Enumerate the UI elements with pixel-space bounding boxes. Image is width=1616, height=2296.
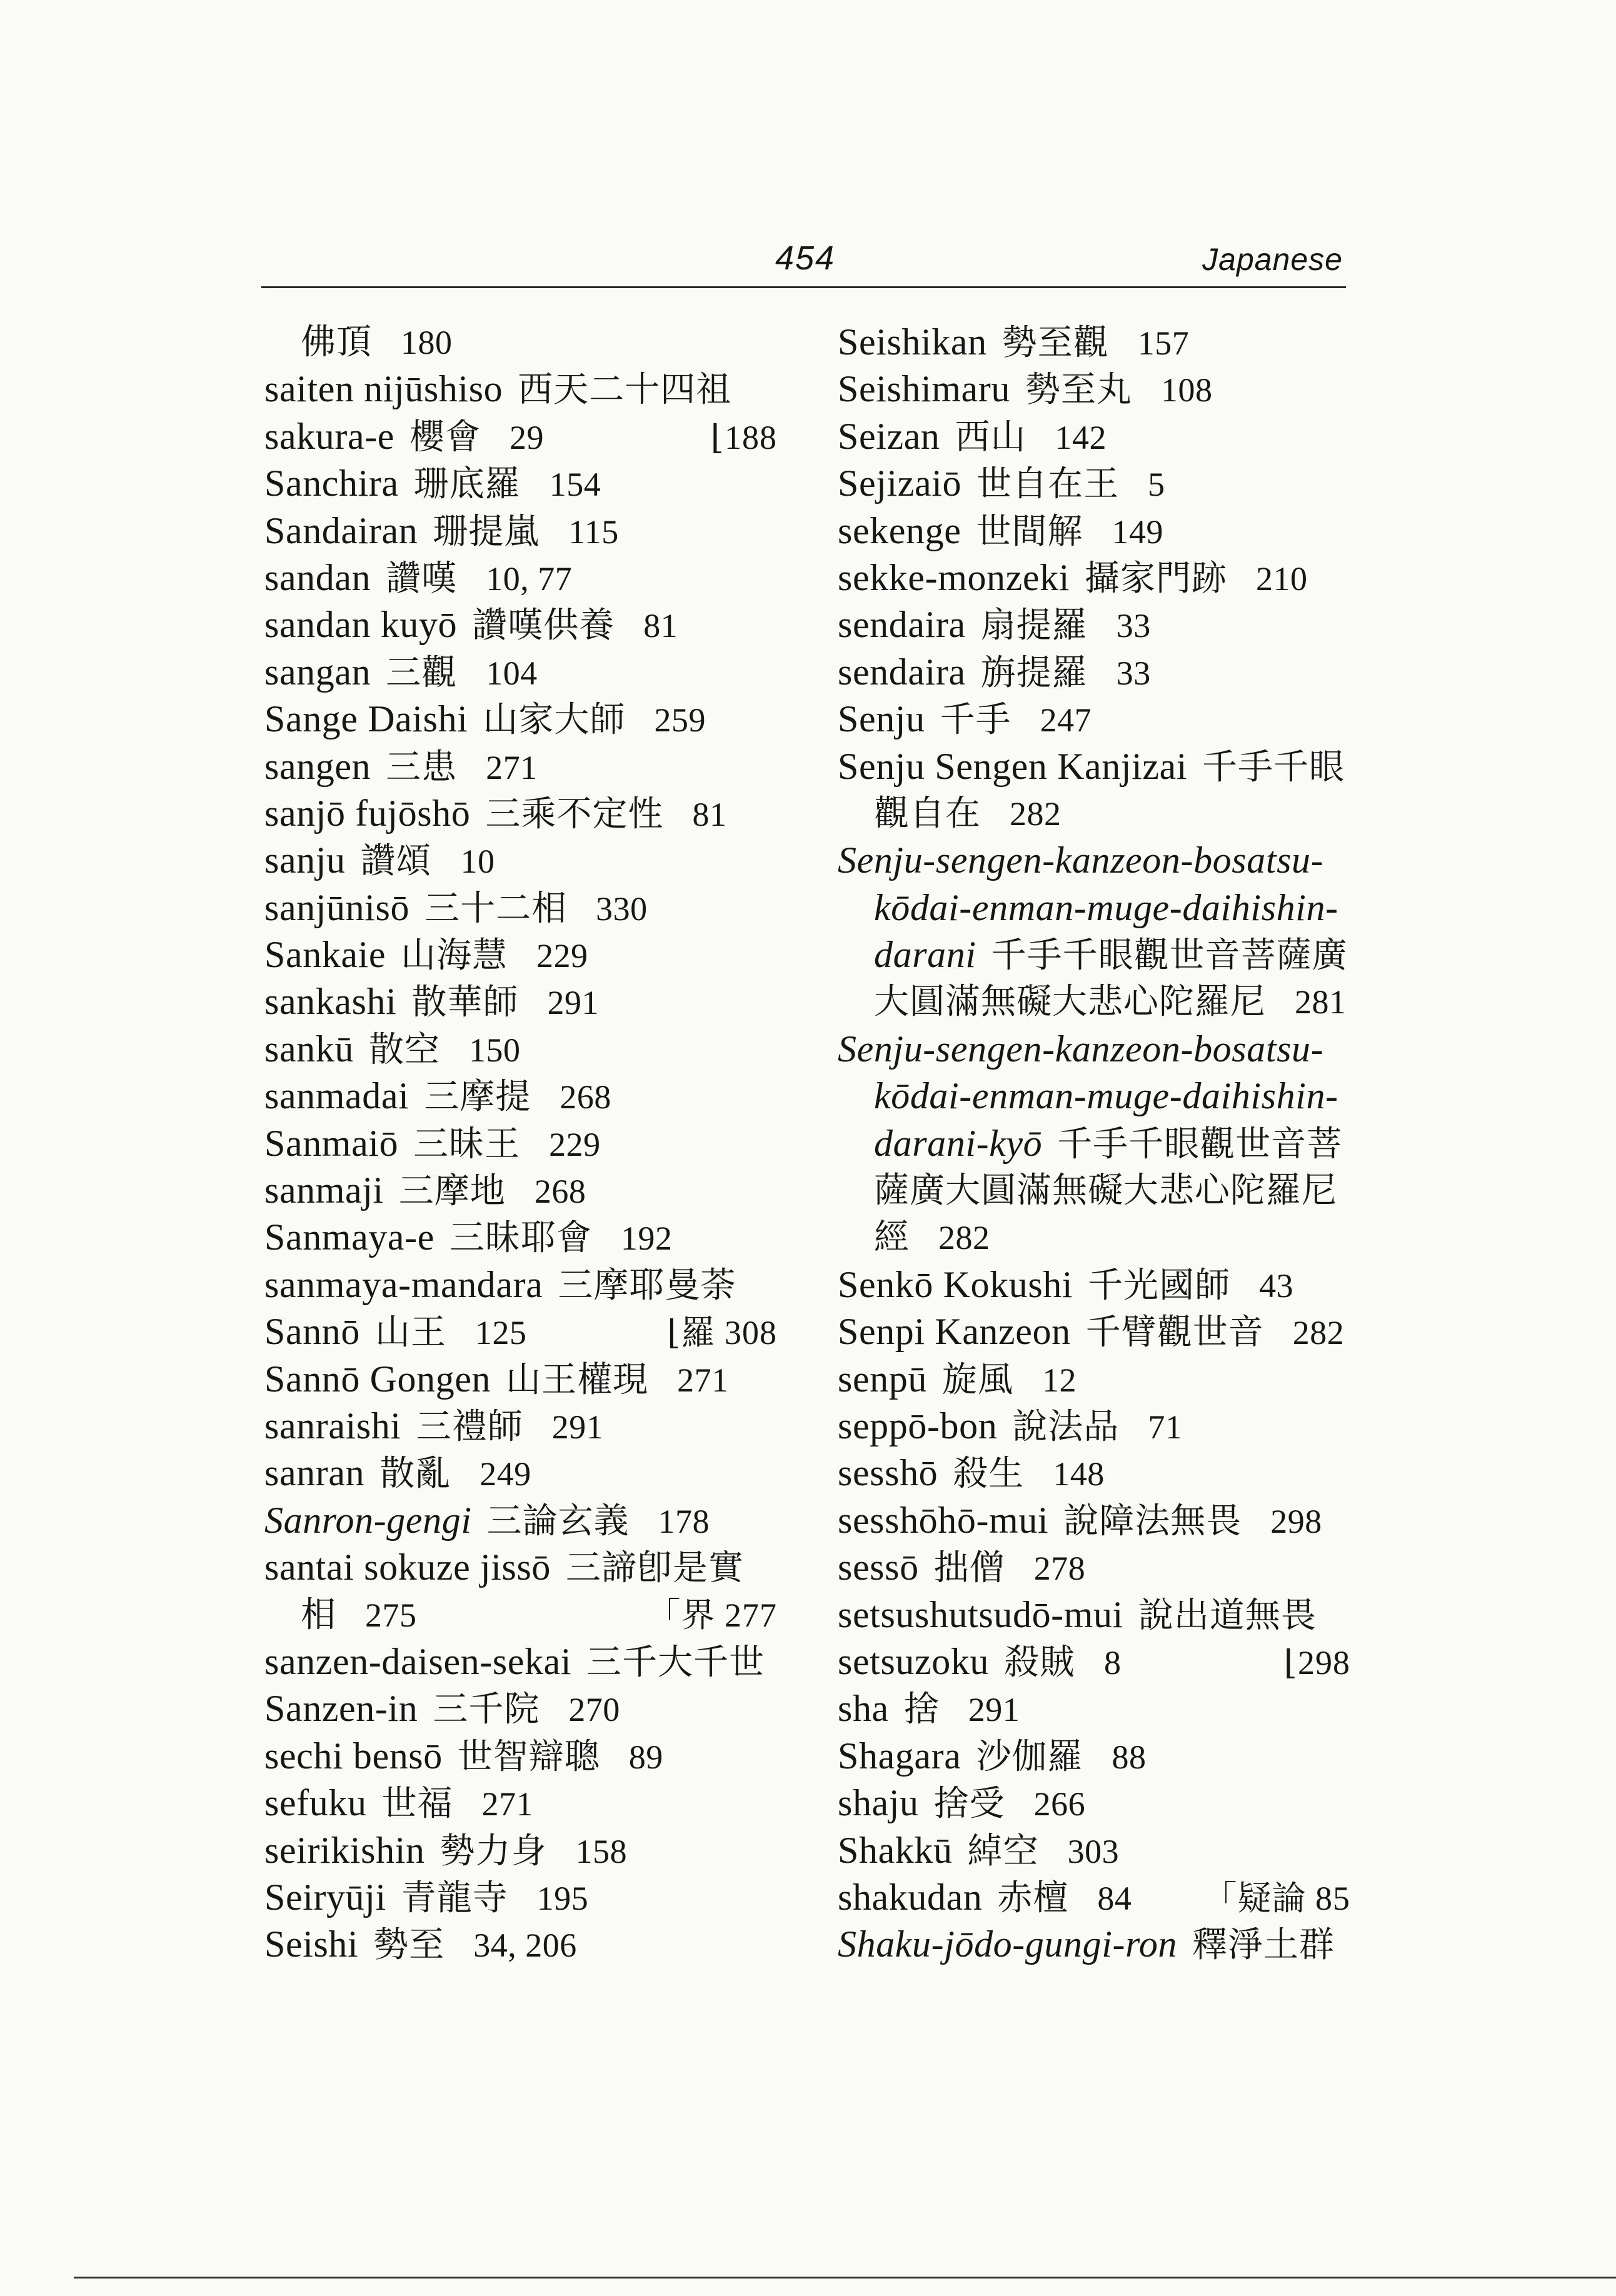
entry-term: saiten nijūshiso xyxy=(264,368,503,410)
entry-term: sandan xyxy=(264,556,371,598)
entry-pages: 291 xyxy=(551,1408,604,1446)
section-label: Japanese xyxy=(1202,242,1343,277)
entry-pages: 29 xyxy=(509,418,545,456)
entry-term: sakura-e xyxy=(264,415,395,457)
entry-kanji: 綽空 xyxy=(967,1830,1039,1872)
index-entry xyxy=(838,554,1350,601)
entry-kanji: 三昧耶會 xyxy=(449,1218,592,1259)
entry-term: Sannō Gongen xyxy=(264,1358,491,1400)
entry-term: Sankaie xyxy=(264,934,386,976)
entry-kanji: 攝家門跡 xyxy=(1085,558,1227,599)
entry-pages: 125 xyxy=(475,1314,527,1352)
entry-term: sendaira xyxy=(838,651,966,693)
entry-kanji: 散華師 xyxy=(411,982,519,1023)
index-entry xyxy=(838,508,1350,554)
entry-kanji: 珊提嵐 xyxy=(433,511,540,552)
entry-pages: 268 xyxy=(534,1173,586,1211)
entry-kanji: 三觀 xyxy=(386,652,458,693)
entry-term: sanmaya-mandara xyxy=(264,1263,543,1305)
entry-kanji: 三昧王 xyxy=(413,1123,521,1165)
entry-term: Seiryūji xyxy=(264,1876,386,1918)
entry-term: sandan kuyō xyxy=(264,604,458,646)
entry-pages: 259 xyxy=(654,701,706,739)
index-entry xyxy=(838,460,1350,507)
entry-carryover: 「界 277 xyxy=(646,1596,777,1634)
index-entry xyxy=(264,1733,777,1780)
entry-title-term: darani xyxy=(874,934,976,976)
index-entry xyxy=(838,1638,1350,1685)
index-entry xyxy=(264,1214,777,1261)
entry-term: setsushutsudō-mui xyxy=(838,1593,1123,1635)
index-entry xyxy=(264,1544,777,1591)
entry-term: sanzen-daisen-sekai xyxy=(264,1640,572,1682)
index-entry-continuation xyxy=(838,1214,1350,1261)
entry-pages: 271 xyxy=(486,748,538,786)
entry-term: sanmaji xyxy=(264,1170,384,1211)
index-entry xyxy=(264,1921,777,1968)
index-entry xyxy=(838,1592,1350,1638)
entry-kanji: 珊底羅 xyxy=(413,464,521,505)
index-entry xyxy=(264,508,777,554)
entry-kanji: 沙伽羅 xyxy=(976,1736,1083,1777)
index-entry xyxy=(264,554,777,601)
index-entry xyxy=(838,1026,1350,1073)
entry-pages: 330 xyxy=(596,890,648,928)
index-entry-continuation xyxy=(264,319,777,366)
entry-kanji: 三諦卽是實 xyxy=(566,1548,745,1589)
entry-pages: 298 xyxy=(1270,1502,1322,1540)
entry-pages: 266 xyxy=(1033,1785,1086,1823)
entry-kanji: 櫻會 xyxy=(409,416,481,458)
entry-term: sesshō xyxy=(838,1452,938,1494)
entry-term: sanjō fujōshō xyxy=(264,792,471,834)
entry-kanji: 三千大千世 xyxy=(586,1642,765,1683)
entry-kanji: 捨受 xyxy=(933,1783,1005,1825)
entry-kanji: 勢至丸 xyxy=(1025,369,1132,411)
index-entry xyxy=(264,1685,777,1732)
entry-term: Sandairan xyxy=(264,509,418,551)
entry-term: sangan xyxy=(264,651,371,693)
entry-term: sekke-monzeki xyxy=(838,556,1070,598)
entry-kanji: 三患 xyxy=(386,746,458,788)
index-entry xyxy=(838,1308,1350,1355)
entry-pages: 8 xyxy=(1104,1643,1122,1682)
entry-kanji: 赤檀 xyxy=(997,1877,1069,1918)
entry-kanji: 勢力身 xyxy=(439,1830,547,1872)
entry-kanji: 三千院 xyxy=(433,1689,540,1730)
entry-kanji: 三十二相 xyxy=(424,888,568,929)
entry-term: senpū xyxy=(838,1358,927,1400)
entry-pages: 108 xyxy=(1160,371,1213,409)
entry-pages: 278 xyxy=(1033,1550,1086,1588)
entry-pages: 195 xyxy=(536,1879,589,1917)
entry-kanji: 三摩地 xyxy=(398,1171,506,1212)
entry-pages: 275 xyxy=(365,1596,417,1634)
index-entry xyxy=(264,1120,777,1167)
index-entry xyxy=(264,649,777,696)
entry-pages: 142 xyxy=(1055,418,1107,456)
entry-pages: 34, 206 xyxy=(473,1927,577,1965)
entry-kanji: 散亂 xyxy=(379,1453,451,1495)
entry-pages: 148 xyxy=(1053,1455,1105,1493)
entry-kanji: 千光國師 xyxy=(1088,1265,1231,1306)
index-entry-continuation xyxy=(838,885,1350,931)
entry-kanji: 世自在王 xyxy=(976,464,1120,505)
entry-term: Sannō xyxy=(264,1311,360,1353)
entry-kanji: 世間解 xyxy=(976,511,1083,552)
index-entry xyxy=(264,1874,777,1921)
index-entry xyxy=(838,1450,1350,1496)
entry-title-term: Senju-sengen-kanzeon-bosatsu- xyxy=(838,840,1324,881)
entry-kanji: 薩廣大圓滿無礙大悲心陀羅尼 xyxy=(874,1170,1337,1211)
entry-pages: 247 xyxy=(1040,701,1092,739)
entry-pages: 291 xyxy=(547,984,599,1022)
entry-carryover: ⌊188 xyxy=(710,418,777,456)
entry-kanji: 千手千眼 xyxy=(1202,746,1345,788)
entry-term: Sanmaya-e xyxy=(264,1216,434,1258)
entry-term: seppō-bon xyxy=(838,1405,998,1446)
index-entry-continuation xyxy=(838,1120,1350,1167)
bottom-scan-rule xyxy=(74,2277,1616,2278)
entry-pages: 249 xyxy=(479,1455,531,1493)
index-entry xyxy=(264,601,777,648)
index-entry xyxy=(838,837,1350,884)
entry-kanji: 釋淨土群 xyxy=(1192,1925,1335,1966)
entry-kanji: 勢至觀 xyxy=(1001,323,1109,363)
entry-pages: 12 xyxy=(1041,1361,1076,1399)
index-entry xyxy=(838,1403,1350,1450)
entry-pages: 157 xyxy=(1137,324,1190,362)
entry-pages: 158 xyxy=(575,1832,628,1870)
entry-carryover: 「疑論 85 xyxy=(1203,1879,1350,1917)
entry-term: sessō xyxy=(838,1547,919,1588)
entry-term: Senkō Kokushi xyxy=(838,1263,1073,1305)
index-entry xyxy=(264,743,777,790)
entry-title-term: darani-kyō xyxy=(874,1122,1043,1164)
entry-kanji: 說障法無畏 xyxy=(1063,1500,1242,1542)
entry-pages: 81 xyxy=(692,795,727,833)
entry-carryover: ⌊298 xyxy=(1283,1643,1350,1682)
entry-pages: 154 xyxy=(549,466,601,504)
index-entry xyxy=(264,931,777,978)
entry-term: Sange Daishi xyxy=(264,698,468,740)
index-entry-continuation xyxy=(838,931,1350,978)
entry-term: sanraishi xyxy=(264,1405,401,1446)
entry-term: Shagara xyxy=(838,1735,961,1777)
entry-kanji: 三論玄義 xyxy=(486,1500,630,1542)
index-entry xyxy=(838,1733,1350,1780)
index-entry xyxy=(838,1544,1350,1591)
entry-pages: 270 xyxy=(568,1691,620,1729)
entry-kanji: 西山 xyxy=(955,416,1026,458)
entry-kanji: 散空 xyxy=(368,1029,440,1070)
index-entry xyxy=(264,413,777,460)
index-entry xyxy=(264,1450,777,1496)
right-index-column xyxy=(838,319,1350,1968)
index-entry xyxy=(838,649,1350,696)
index-entry xyxy=(838,366,1350,413)
index-entry xyxy=(838,319,1350,366)
entry-term: Sanchira xyxy=(264,463,399,504)
entry-term: sha xyxy=(838,1688,889,1730)
index-entry xyxy=(264,1026,777,1073)
entry-term: Senju xyxy=(838,698,925,740)
index-entry xyxy=(838,1921,1350,1968)
entry-kanji: 扇提羅 xyxy=(980,605,1088,646)
entry-pages: 210 xyxy=(1256,559,1308,598)
index-entry xyxy=(264,1638,777,1685)
entry-term: sankū xyxy=(264,1028,354,1070)
index-entry xyxy=(264,837,777,884)
index-entry xyxy=(264,1497,777,1544)
entry-kanji: 讚嘆供養 xyxy=(472,605,615,646)
entry-pages: 229 xyxy=(549,1125,601,1163)
entry-term: santai sokuze jissō xyxy=(264,1547,551,1588)
entry-pages: 10, 77 xyxy=(486,559,573,598)
entry-pages: 84 xyxy=(1097,1879,1132,1917)
entry-title-term: kōdai-enman-muge-daihishin- xyxy=(874,1075,1338,1117)
index-entry xyxy=(264,1780,777,1827)
left-index-column xyxy=(264,319,777,1968)
entry-pages: 10 xyxy=(460,843,495,881)
entry-kanji: 世智辯聰 xyxy=(457,1736,600,1777)
index-entry-continuation xyxy=(838,1167,1350,1214)
index-entry xyxy=(264,1403,777,1450)
entry-pages: 89 xyxy=(628,1738,663,1776)
entry-kanji: 千手千眼觀世音菩 xyxy=(1057,1123,1343,1165)
entry-pages: 5 xyxy=(1148,466,1165,504)
entry-pages: 71 xyxy=(1148,1408,1183,1446)
entry-term: sanran xyxy=(264,1452,365,1494)
entry-kanji: 山王權現 xyxy=(506,1359,649,1400)
entry-kanji: 山王 xyxy=(375,1312,446,1353)
entry-kanji: 殺生 xyxy=(953,1453,1025,1495)
index-entry xyxy=(264,790,777,837)
entry-kanji: 殺賊 xyxy=(1004,1642,1076,1683)
entry-term: sanju xyxy=(264,840,346,881)
entry-pages: 271 xyxy=(677,1361,729,1399)
index-entry xyxy=(838,413,1350,460)
entry-term: sekenge xyxy=(838,509,961,551)
index-entry xyxy=(838,1685,1350,1732)
entry-kanji: 拙僧 xyxy=(933,1548,1005,1589)
entry-pages: 104 xyxy=(486,654,538,692)
entry-term: Sanmaiō xyxy=(264,1122,399,1164)
entry-term: sanjūnisō xyxy=(264,886,410,928)
entry-kanji: 讚嘆 xyxy=(386,558,458,599)
index-entry xyxy=(264,696,777,743)
index-entry xyxy=(264,1073,777,1120)
entry-pages: 192 xyxy=(620,1220,673,1258)
entry-pages: 271 xyxy=(481,1785,534,1823)
entry-term: Sanzen-in xyxy=(264,1688,418,1730)
entry-term: Seishimaru xyxy=(838,368,1010,410)
entry-term: shakudan xyxy=(838,1876,983,1918)
entry-term: seirikishin xyxy=(264,1829,425,1871)
entry-kanji: 說法品 xyxy=(1012,1406,1120,1447)
entry-kanji: 千手 xyxy=(940,699,1011,741)
entry-pages: 115 xyxy=(568,513,619,551)
index-entry xyxy=(264,885,777,931)
header-rule xyxy=(261,286,1346,288)
entry-term: Shakkū xyxy=(838,1829,953,1871)
index-entry xyxy=(838,601,1350,648)
index-entry xyxy=(838,1497,1350,1544)
entry-term: sankashi xyxy=(264,981,397,1023)
index-entry xyxy=(838,1356,1350,1403)
entry-pages: 282 xyxy=(1292,1314,1345,1352)
entry-kanji: 山海慧 xyxy=(401,935,508,976)
index-entry xyxy=(264,460,777,507)
entry-term: Seishikan xyxy=(838,321,987,363)
entry-kanji: 三摩提 xyxy=(424,1076,531,1118)
index-entry-continuation xyxy=(838,790,1350,837)
entry-kanji: 西天二十四祖 xyxy=(518,369,732,411)
entry-pages: 33 xyxy=(1116,654,1151,692)
entry-term: sanmadai xyxy=(264,1075,409,1117)
entry-kanji: 勢至 xyxy=(373,1925,445,1966)
entry-kanji: 大圓滿無礙大悲心陀羅尼 xyxy=(874,981,1266,1023)
index-entry-continuation xyxy=(838,978,1350,1025)
entry-kanji: 山家大師 xyxy=(483,699,626,741)
entry-term: sechi bensō xyxy=(264,1735,443,1777)
index-entry xyxy=(838,1261,1350,1308)
entry-kanji: 經 xyxy=(874,1217,910,1258)
entry-pages: 149 xyxy=(1112,513,1163,551)
index-entry xyxy=(264,978,777,1025)
entry-term: sefuku xyxy=(264,1782,367,1824)
entry-kanji: 三禮師 xyxy=(416,1406,523,1447)
index-entry xyxy=(264,1308,777,1355)
entry-carryover: ⌊羅 308 xyxy=(667,1314,777,1352)
index-entry xyxy=(264,1261,777,1308)
entry-kanji: 千手千眼觀世音菩薩廣 xyxy=(991,935,1348,976)
entry-term: sendaira xyxy=(838,604,966,646)
index-entry xyxy=(264,1167,777,1214)
entry-term: sesshōhō-mui xyxy=(838,1499,1049,1541)
page-number: 454 xyxy=(775,239,836,277)
entry-pages: 88 xyxy=(1112,1738,1147,1776)
entry-kanji: 千臂觀世音 xyxy=(1085,1312,1264,1353)
entry-pages: 229 xyxy=(536,937,588,975)
index-entry xyxy=(838,1827,1350,1874)
entry-term: Seizan xyxy=(838,415,940,457)
index-entry xyxy=(838,743,1350,790)
index-entry xyxy=(264,1827,777,1874)
entry-kanji: 說出道無畏 xyxy=(1138,1595,1317,1636)
entry-pages: 282 xyxy=(938,1219,990,1257)
entry-pages: 281 xyxy=(1295,983,1347,1021)
entry-title-term: Senju-sengen-kanzeon-bosatsu- xyxy=(838,1028,1324,1070)
entry-term: Sejizaiō xyxy=(838,463,962,504)
index-entry xyxy=(838,1780,1350,1827)
entry-term: sangen xyxy=(264,745,371,787)
entry-kanji: 青龍寺 xyxy=(401,1877,508,1918)
entry-pages: 303 xyxy=(1067,1832,1120,1870)
entry-pages: 43 xyxy=(1259,1266,1294,1305)
entry-pages: 268 xyxy=(560,1078,611,1116)
entry-term: Senju Sengen Kanjizai xyxy=(838,745,1188,787)
index-entry xyxy=(264,366,777,413)
entry-pages: 33 xyxy=(1116,607,1151,645)
index-entry xyxy=(264,1356,777,1403)
index-entry-continuation xyxy=(838,1073,1350,1120)
entry-kanji: 佛頂 xyxy=(301,322,372,363)
entry-pages: 291 xyxy=(968,1691,1020,1729)
entry-kanji: 三乘不定性 xyxy=(485,793,664,835)
entry-pages: 282 xyxy=(1010,795,1061,833)
entry-kanji: 讚頌 xyxy=(360,841,432,882)
entry-title-term: kōdai-enman-muge-daihishin- xyxy=(874,886,1338,928)
entry-title-term: Shaku-jōdo-gungi-ron xyxy=(838,1923,1178,1965)
entry-kanji: 世福 xyxy=(381,1783,453,1825)
entry-pages: 180 xyxy=(401,324,453,361)
entry-kanji: 相 xyxy=(301,1594,336,1635)
entry-kanji: 觀自在 xyxy=(874,793,981,834)
entry-kanji: 旋風 xyxy=(941,1359,1013,1400)
index-entry-continuation xyxy=(264,1592,777,1638)
entry-pages: 178 xyxy=(658,1502,710,1540)
entry-pages: 150 xyxy=(468,1031,521,1069)
entry-term: Senpi Kanzeon xyxy=(838,1311,1071,1353)
entry-term: shaju xyxy=(838,1782,919,1824)
entry-kanji: 捨 xyxy=(903,1689,940,1730)
index-entry xyxy=(838,1874,1350,1921)
entry-term: Seishi xyxy=(264,1923,359,1965)
entry-pages: 81 xyxy=(643,607,678,645)
entry-kanji: 三摩耶曼荼 xyxy=(558,1265,736,1306)
index-entry xyxy=(838,696,1350,743)
entry-term: setsuzoku xyxy=(838,1640,990,1682)
entry-title-term: Sanron-gengi xyxy=(264,1499,472,1541)
entry-kanji: 旃提羅 xyxy=(980,652,1088,693)
